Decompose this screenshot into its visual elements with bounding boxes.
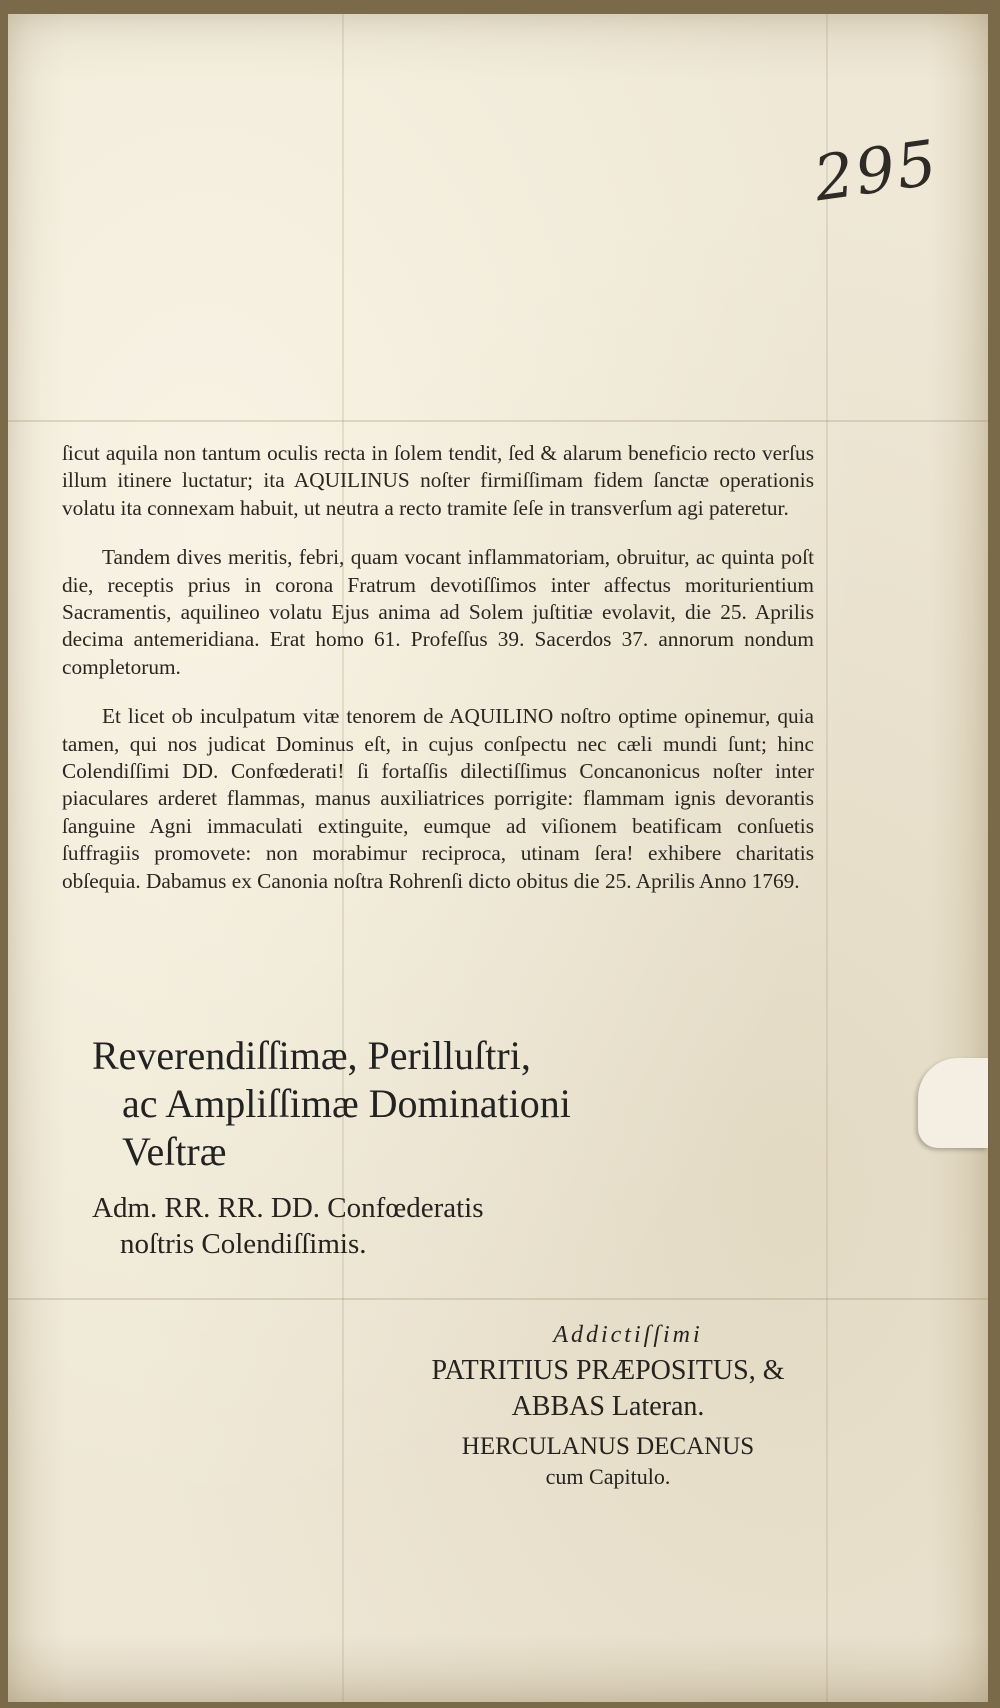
salutation — [92, 1032, 571, 1176]
signature-line-2: ABBAS Lateran. — [511, 1391, 705, 1422]
signature-line-3: HERCULANUS DECANUS — [461, 1433, 755, 1460]
salutation-line-2: ac Ampliſſimæ Dominationi — [122, 1081, 571, 1126]
address-line-2: noſtris Colendiſſimis. — [120, 1228, 367, 1260]
body-text — [62, 440, 814, 917]
signature-line-1: PATRITIUS PRÆPOSITUS, & — [431, 1355, 785, 1386]
signature-block — [348, 1322, 868, 1491]
paragraph-2: Tandem dives meritis, febri, quam vocant inflammatoriam, obruitur, ac quinta poſt die, receptis prius in corona Fratrum devotiſſimos inter affectus moriturientium Sacramentis, aquilineo volatu Ejus anima ad Solem juſtitiæ evolavit, die 25. Aprilis decima antemeridiana. Erat homo 61. Profeſſus 39. Sacerdos 37. annorum nondum completorum. — [62, 545, 814, 679]
salutation-line-1: Reverendiſſimæ, Perilluſtri, — [92, 1033, 531, 1078]
fold-line — [8, 1298, 988, 1300]
salutation-line-3: Veſtræ — [122, 1129, 227, 1174]
paragraph-3: Et licet ob inculpatum vitæ tenorem de AQUILINO noſtro optime opinemur, quia tamen, qui nos judicat Dominus eſt, in cujus conſpectu nec cæli mundi ſunt; hinc Colendiſſimi DD. Confœderati! ſi fortaſſis dilectiſſimus Concanonicus noſter inter piaculares arderet flammas, manus auxiliatrices porrigite: flammam ignis devorantis ſanguine Agni immaculati extinguite, eumque ad viſionem beatificam conſuetis ſuffragiis promovete: non morabimur reciproca, utinam ſera! exhibere charitatis obſequia. Dabamus ex Canonia noſtra Rohrenſi dicto obitus die 25. Aprilis Anno 1769. — [62, 704, 814, 893]
fold-line — [8, 420, 988, 422]
signature-line-4: cum Capitulo. — [545, 1464, 671, 1489]
address-line-1: Adm. RR. RR. DD. Confœderatis — [92, 1192, 484, 1224]
paper-tab — [918, 1058, 988, 1148]
signature-closing: Addictiſſimi — [553, 1322, 703, 1348]
folio-number: 295 — [809, 125, 943, 216]
document-page — [8, 14, 988, 1702]
address — [92, 1190, 484, 1262]
paragraph-1: ſicut aquila non tantum oculis recta in ſolem tendit, ſed & alarum beneficio recto verſus illum itinere luctatur; ita AQUILINUS noſter firmiſſimam fidem ſanctæ operationis volatu ita connexam habuit, ut neutra a recto tramite ſeſe in transverſum agi pateretur. — [62, 441, 814, 520]
